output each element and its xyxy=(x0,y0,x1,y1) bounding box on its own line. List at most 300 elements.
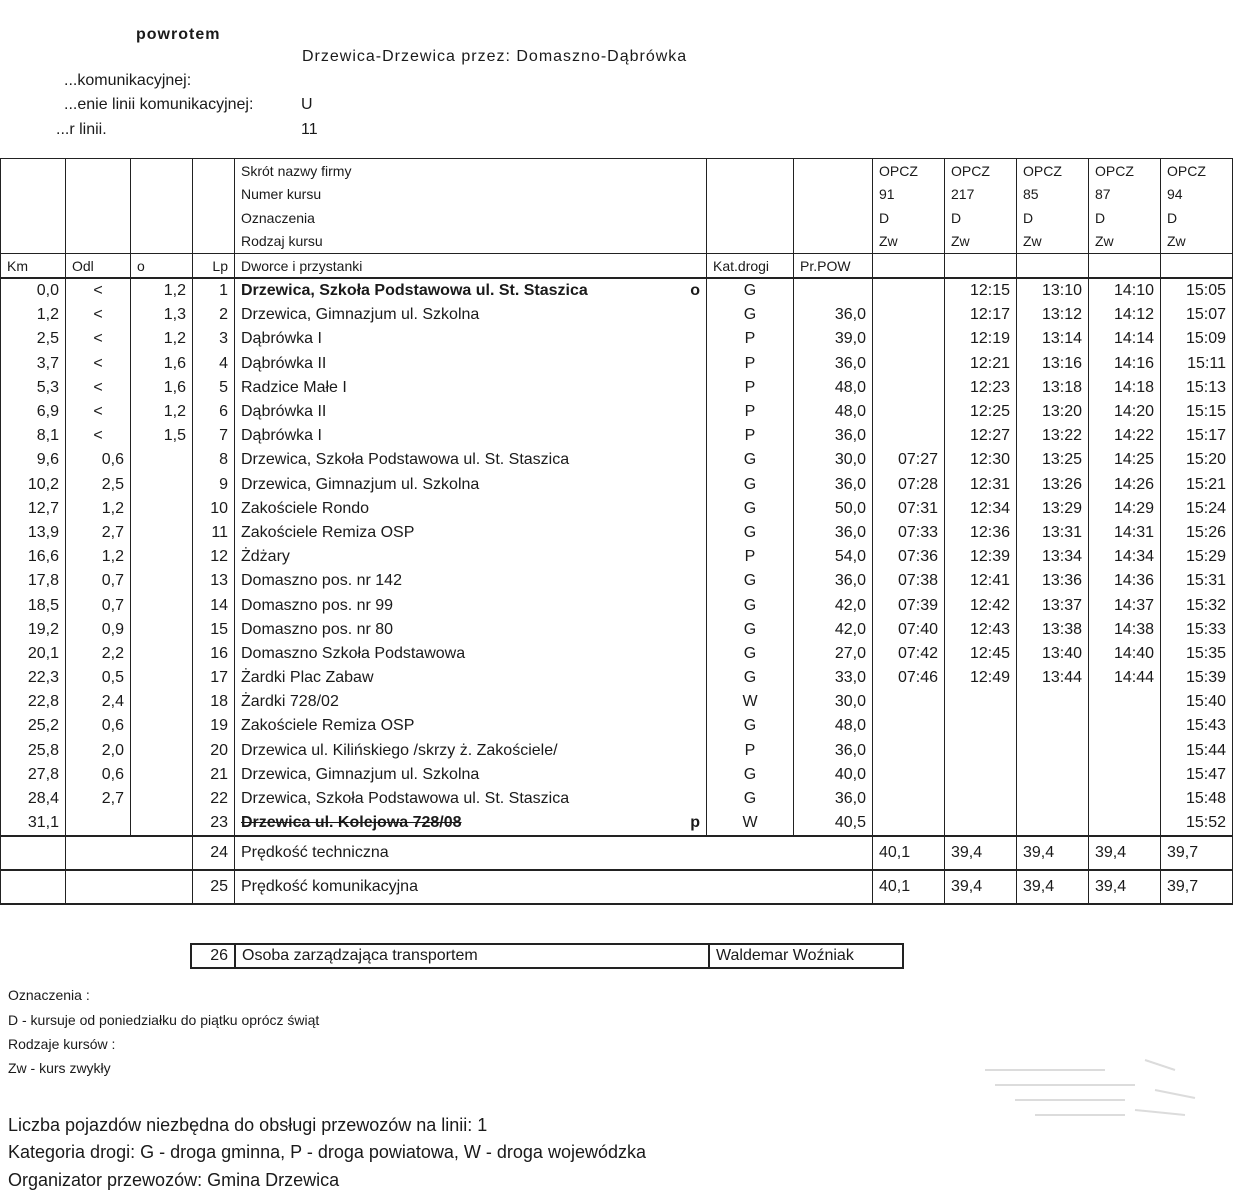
stop-row xyxy=(1,763,1233,787)
stop-name-cell xyxy=(235,714,707,738)
departure-time xyxy=(1017,811,1089,836)
summary-value: 39,7 xyxy=(1161,836,1233,870)
departure-time: 15:52 xyxy=(1161,811,1233,836)
empty-cell xyxy=(707,183,794,207)
empty-cell xyxy=(193,206,235,230)
road-category-cell: P xyxy=(707,376,794,400)
departure-time: 12:17 xyxy=(945,303,1017,327)
departure-time: 14:44 xyxy=(1089,666,1161,690)
o-cell xyxy=(131,448,193,472)
summary-row xyxy=(1,870,1233,904)
speed-cell: 36,0 xyxy=(794,569,873,593)
stop-name: Dąbrówka II xyxy=(241,354,327,372)
distance-cell: < xyxy=(66,376,131,400)
stop-name: Domaszno pos. nr 80 xyxy=(241,620,394,638)
summary-value: 39,4 xyxy=(1089,836,1161,870)
departure-time xyxy=(873,278,945,303)
distance-cell: 0,9 xyxy=(66,618,131,642)
stop-row xyxy=(1,593,1233,617)
departure-time xyxy=(1017,714,1089,738)
empty-cell xyxy=(1161,254,1233,279)
departure-time xyxy=(945,739,1017,763)
departure-time: 12:15 xyxy=(945,278,1017,303)
road-category-cell: W xyxy=(707,690,794,714)
stop-name-cell xyxy=(235,448,707,472)
course-firm: OPCZ xyxy=(1017,159,1089,183)
stop-name: Domaszno Szkoła Podstawowa xyxy=(241,644,466,662)
distance-cell: 1,2 xyxy=(66,497,131,521)
course-meta-row xyxy=(1,159,1233,183)
departure-time: 15:44 xyxy=(1161,739,1233,763)
stop-row xyxy=(1,787,1233,811)
empty-cell xyxy=(1,870,66,904)
faded-stamp xyxy=(975,1040,1225,1130)
km-cell: 0,0 xyxy=(1,278,66,303)
departure-time: 14:22 xyxy=(1089,424,1161,448)
km-cell: 28,4 xyxy=(1,787,66,811)
empty-cell xyxy=(66,836,193,870)
departure-time: 07:33 xyxy=(873,521,945,545)
road-category-cell: G xyxy=(707,448,794,472)
o-cell: 1,3 xyxy=(131,303,193,327)
road-category-cell: P xyxy=(707,545,794,569)
departure-time xyxy=(1089,763,1161,787)
km-cell: 3,7 xyxy=(1,352,66,376)
stop-name-cell xyxy=(235,642,707,666)
km-cell: 20,1 xyxy=(1,642,66,666)
departure-time: 15:35 xyxy=(1161,642,1233,666)
departure-time: 07:28 xyxy=(873,473,945,497)
course-mark: D xyxy=(1089,206,1161,230)
departure-time: 15:31 xyxy=(1161,569,1233,593)
lp-cell: 10 xyxy=(193,497,235,521)
departure-time: 07:36 xyxy=(873,545,945,569)
km-cell: 31,1 xyxy=(1,811,66,836)
column-header-km: Km xyxy=(1,254,66,279)
speed-cell: 36,0 xyxy=(794,521,873,545)
departure-time xyxy=(873,303,945,327)
stop-row xyxy=(1,352,1233,376)
meta-label: Oznaczenia xyxy=(235,206,707,230)
departure-time: 14:18 xyxy=(1089,376,1161,400)
empty-cell xyxy=(193,183,235,207)
departure-time: 13:10 xyxy=(1017,278,1089,303)
distance-cell: 0,7 xyxy=(66,593,131,617)
road-category-cell: G xyxy=(707,642,794,666)
departure-time: 13:34 xyxy=(1017,545,1089,569)
o-cell xyxy=(131,690,193,714)
stop-row xyxy=(1,569,1233,593)
summary-value: 39,4 xyxy=(1017,870,1089,904)
o-cell xyxy=(131,497,193,521)
km-cell: 22,3 xyxy=(1,666,66,690)
departure-time: 12:25 xyxy=(945,400,1017,424)
course-number: 87 xyxy=(1089,183,1161,207)
lp-cell: 2 xyxy=(193,303,235,327)
empty-cell xyxy=(707,230,794,254)
departure-time: 14:16 xyxy=(1089,352,1161,376)
departure-time: 12:43 xyxy=(945,618,1017,642)
departure-time: 15:47 xyxy=(1161,763,1233,787)
line-label-2: ...enie linii komunikacyjnej: xyxy=(64,96,254,113)
departure-time: 15:17 xyxy=(1161,424,1233,448)
road-category-cell: G xyxy=(707,787,794,811)
distance-cell: 2,7 xyxy=(66,521,131,545)
distance-cell: 0,7 xyxy=(66,569,131,593)
departure-time: 12:23 xyxy=(945,376,1017,400)
departure-time: 13:31 xyxy=(1017,521,1089,545)
lp-cell: 12 xyxy=(193,545,235,569)
course-number: 91 xyxy=(873,183,945,207)
empty-cell xyxy=(873,254,945,279)
course-meta-row xyxy=(1,206,1233,230)
departure-time: 07:40 xyxy=(873,618,945,642)
stop-row xyxy=(1,690,1233,714)
departure-time xyxy=(1089,690,1161,714)
departure-time: 12:31 xyxy=(945,473,1017,497)
road-category-cell: G xyxy=(707,303,794,327)
summary-value: 39,7 xyxy=(1161,870,1233,904)
summary-value: 40,1 xyxy=(873,836,945,870)
departure-time: 13:29 xyxy=(1017,497,1089,521)
meta-label: Skrót nazwy firmy xyxy=(235,159,707,183)
departure-time: 12:42 xyxy=(945,593,1017,617)
departure-time: 15:29 xyxy=(1161,545,1233,569)
empty-cell xyxy=(707,159,794,183)
departure-time xyxy=(873,787,945,811)
road-category-cell: G xyxy=(707,521,794,545)
departure-time: 13:26 xyxy=(1017,473,1089,497)
stop-name-cell xyxy=(235,400,707,424)
o-cell: 1,6 xyxy=(131,376,193,400)
departure-time xyxy=(1089,811,1161,836)
road-category-cell: P xyxy=(707,424,794,448)
lp-cell: 18 xyxy=(193,690,235,714)
distance-cell xyxy=(66,811,131,836)
departure-time xyxy=(873,376,945,400)
stop-row xyxy=(1,473,1233,497)
speed-cell: 36,0 xyxy=(794,787,873,811)
column-header-row xyxy=(1,254,1233,279)
departure-time: 15:15 xyxy=(1161,400,1233,424)
course-kind: Zw xyxy=(1089,230,1161,254)
stop-row xyxy=(1,400,1233,424)
empty-cell xyxy=(1,230,66,254)
departure-time: 15:32 xyxy=(1161,593,1233,617)
column-header-pow: Pr.POW xyxy=(794,254,873,279)
speed-cell: 50,0 xyxy=(794,497,873,521)
km-cell: 13,9 xyxy=(1,521,66,545)
summary-label: Prędkość techniczna xyxy=(235,836,873,870)
lp-cell: 7 xyxy=(193,424,235,448)
departure-time xyxy=(873,739,945,763)
departure-time xyxy=(945,811,1017,836)
o-cell: 1,2 xyxy=(131,278,193,303)
stop-name-cell xyxy=(235,811,707,836)
lp-cell: 3 xyxy=(193,327,235,351)
o-cell xyxy=(131,714,193,738)
lp-cell: 4 xyxy=(193,352,235,376)
stop-name: Dąbrówka I xyxy=(241,330,322,348)
line-value-3: 11 xyxy=(301,121,318,138)
km-cell: 27,8 xyxy=(1,763,66,787)
summary-value: 39,4 xyxy=(945,836,1017,870)
road-category-cell: G xyxy=(707,714,794,738)
stop-row xyxy=(1,448,1233,472)
stop-name-cell xyxy=(235,497,707,521)
lp-cell: 17 xyxy=(193,666,235,690)
stop-name-cell xyxy=(235,787,707,811)
road-category-cell: G xyxy=(707,618,794,642)
stop-row xyxy=(1,376,1233,400)
summary-label: Prędkość komunikacyjna xyxy=(235,870,873,904)
speed-cell: 27,0 xyxy=(794,642,873,666)
speed-cell: 40,0 xyxy=(794,763,873,787)
stop-name: Zakościele Remiza OSP xyxy=(241,523,415,541)
road-category-cell: G xyxy=(707,666,794,690)
stop-name: Radzice Małe I xyxy=(241,378,347,396)
distance-cell: < xyxy=(66,278,131,303)
stop-name-cell xyxy=(235,545,707,569)
distance-cell: < xyxy=(66,303,131,327)
stop-name-cell xyxy=(235,352,707,376)
km-cell: 9,6 xyxy=(1,448,66,472)
empty-cell xyxy=(1,159,66,183)
departure-time xyxy=(873,327,945,351)
stop-name: Zakościele Remiza OSP xyxy=(241,717,415,735)
empty-cell xyxy=(131,206,193,230)
course-kind: Zw xyxy=(873,230,945,254)
o-cell xyxy=(131,763,193,787)
empty-cell xyxy=(945,254,1017,279)
departure-time: 07:39 xyxy=(873,593,945,617)
road-category-cell: G xyxy=(707,473,794,497)
departure-time: 07:31 xyxy=(873,497,945,521)
empty-cell xyxy=(66,230,131,254)
departure-time: 15:40 xyxy=(1161,690,1233,714)
empty-cell xyxy=(131,183,193,207)
distance-cell: 1,2 xyxy=(66,545,131,569)
stop-flag: o xyxy=(690,282,700,300)
departure-time: 12:27 xyxy=(945,424,1017,448)
empty-cell xyxy=(1017,254,1089,279)
o-cell xyxy=(131,811,193,836)
stop-row xyxy=(1,666,1233,690)
lp-cell: 14 xyxy=(193,593,235,617)
speed-cell: 36,0 xyxy=(794,739,873,763)
stop-row xyxy=(1,739,1233,763)
stop-row xyxy=(1,327,1233,351)
departure-time: 12:36 xyxy=(945,521,1017,545)
stop-row xyxy=(1,521,1233,545)
summary-value: 39,4 xyxy=(1089,870,1161,904)
stop-name: Drzewica, Gimnazjum ul. Szkolna xyxy=(241,765,480,783)
o-cell xyxy=(131,569,193,593)
departure-time: 13:37 xyxy=(1017,593,1089,617)
o-cell xyxy=(131,473,193,497)
departure-time: 14:37 xyxy=(1089,593,1161,617)
departure-time: 14:31 xyxy=(1089,521,1161,545)
departure-time: 12:39 xyxy=(945,545,1017,569)
departure-time: 15:07 xyxy=(1161,303,1233,327)
departure-time: 15:05 xyxy=(1161,278,1233,303)
column-header-lp: Lp xyxy=(193,254,235,279)
stop-name: Drzewica, Szkoła Podstawowa ul. St. Staszica xyxy=(241,451,570,469)
o-cell xyxy=(131,545,193,569)
course-meta-row xyxy=(1,183,1233,207)
stop-name-cell xyxy=(235,278,707,303)
departure-time: 12:49 xyxy=(945,666,1017,690)
stop-name: Drzewica ul. Kolejowa 728/08 xyxy=(241,814,462,832)
departure-time: 07:42 xyxy=(873,642,945,666)
stop-name: Żardki Plac Zabaw xyxy=(241,669,374,687)
course-mark: D xyxy=(1161,206,1233,230)
stop-name: Drzewica, Gimnazjum ul. Szkolna xyxy=(241,306,480,324)
course-firm: OPCZ xyxy=(873,159,945,183)
departure-time: 13:12 xyxy=(1017,303,1089,327)
empty-cell xyxy=(794,230,873,254)
departure-time: 13:20 xyxy=(1017,400,1089,424)
departure-time xyxy=(873,690,945,714)
route-title: Drzewica-Drzewica przez: Domaszno-Dąbrówka xyxy=(302,48,688,65)
footer-road-category: Kategoria drogi: G - droga gminna, P - droga powiatowa, W - droga wojewódzka xyxy=(8,1142,646,1162)
o-cell xyxy=(131,666,193,690)
line-value-2: U xyxy=(301,96,313,113)
road-category-cell: G xyxy=(707,593,794,617)
summary-row xyxy=(1,836,1233,870)
km-cell: 1,2 xyxy=(1,303,66,327)
course-kind: Zw xyxy=(1161,230,1233,254)
line-label-1: ...komunikacyjnej: xyxy=(64,72,192,89)
distance-cell: < xyxy=(66,352,131,376)
speed-cell: 36,0 xyxy=(794,303,873,327)
departure-time: 12:21 xyxy=(945,352,1017,376)
stop-name: Drzewica, Szkoła Podstawowa ul. St. Staszica xyxy=(241,282,588,300)
speed-cell: 48,0 xyxy=(794,400,873,424)
lp-cell: 11 xyxy=(193,521,235,545)
departure-time xyxy=(873,763,945,787)
departure-time xyxy=(1089,787,1161,811)
stop-name-cell xyxy=(235,376,707,400)
departure-time: 14:26 xyxy=(1089,473,1161,497)
speed-cell: 42,0 xyxy=(794,618,873,642)
road-category-cell: P xyxy=(707,400,794,424)
departure-time: 14:25 xyxy=(1089,448,1161,472)
stop-name-cell xyxy=(235,424,707,448)
departure-time: 13:38 xyxy=(1017,618,1089,642)
road-category-cell: P xyxy=(707,739,794,763)
departure-time: 14:40 xyxy=(1089,642,1161,666)
speed-cell: 48,0 xyxy=(794,714,873,738)
departure-time: 15:21 xyxy=(1161,473,1233,497)
course-meta-row xyxy=(1,230,1233,254)
departure-time: 13:44 xyxy=(1017,666,1089,690)
stop-row xyxy=(1,497,1233,521)
legend-marks-title: Oznaczenia : xyxy=(8,987,90,1003)
o-cell xyxy=(131,593,193,617)
lp-cell: 6 xyxy=(193,400,235,424)
distance-cell: 0,6 xyxy=(66,448,131,472)
column-header-stops: Dworce i przystanki xyxy=(235,254,707,279)
stop-name: Drzewica ul. Kilińskiego /skrzy ż. Zakościele/ xyxy=(241,741,558,759)
km-cell: 5,3 xyxy=(1,376,66,400)
stop-name-cell xyxy=(235,473,707,497)
empty-cell xyxy=(193,230,235,254)
stop-name-cell xyxy=(235,303,707,327)
departure-time xyxy=(873,714,945,738)
speed-cell: 36,0 xyxy=(794,424,873,448)
course-number: 94 xyxy=(1161,183,1233,207)
course-firm: OPCZ xyxy=(1089,159,1161,183)
stop-flag: p xyxy=(690,814,700,832)
departure-time: 07:38 xyxy=(873,569,945,593)
course-mark: D xyxy=(873,206,945,230)
transport-manager-table xyxy=(190,943,904,969)
road-category-cell: G xyxy=(707,569,794,593)
departure-time: 14:20 xyxy=(1089,400,1161,424)
km-cell: 17,8 xyxy=(1,569,66,593)
empty-cell xyxy=(66,206,131,230)
o-cell: 1,2 xyxy=(131,400,193,424)
road-category-cell: G xyxy=(707,497,794,521)
course-firm: OPCZ xyxy=(945,159,1017,183)
stop-row xyxy=(1,642,1233,666)
departure-time: 13:40 xyxy=(1017,642,1089,666)
departure-time: 12:45 xyxy=(945,642,1017,666)
speed-cell: 40,5 xyxy=(794,811,873,836)
departure-time: 15:11 xyxy=(1161,352,1233,376)
departure-time: 15:20 xyxy=(1161,448,1233,472)
manager-name: Waldemar Woźniak xyxy=(709,944,903,968)
departure-time xyxy=(1017,763,1089,787)
departure-time: 15:39 xyxy=(1161,666,1233,690)
stop-name-cell xyxy=(235,521,707,545)
km-cell: 2,5 xyxy=(1,327,66,351)
departure-time xyxy=(945,714,1017,738)
distance-cell: 0,6 xyxy=(66,714,131,738)
legend-kinds-title: Rodzaje kursów : xyxy=(8,1036,116,1052)
departure-time: 13:14 xyxy=(1017,327,1089,351)
distance-cell: < xyxy=(66,327,131,351)
empty-cell xyxy=(66,870,193,904)
stop-name: Żdżary xyxy=(241,548,290,566)
stop-row xyxy=(1,278,1233,303)
timetable xyxy=(0,158,1233,905)
stop-row xyxy=(1,424,1233,448)
departure-time xyxy=(873,424,945,448)
departure-time: 15:43 xyxy=(1161,714,1233,738)
departure-time: 13:22 xyxy=(1017,424,1089,448)
stop-name-cell xyxy=(235,763,707,787)
course-firm: OPCZ xyxy=(1161,159,1233,183)
departure-time: 12:30 xyxy=(945,448,1017,472)
km-cell: 25,2 xyxy=(1,714,66,738)
o-cell xyxy=(131,739,193,763)
empty-cell xyxy=(1,206,66,230)
footer-organizer: Organizator przewozów: Gmina Drzewica xyxy=(8,1170,340,1190)
departure-time: 14:14 xyxy=(1089,327,1161,351)
distance-cell: 2,2 xyxy=(66,642,131,666)
speed-cell xyxy=(794,278,873,303)
stop-row xyxy=(1,303,1233,327)
stop-name: Zakościele Rondo xyxy=(241,499,370,517)
speed-cell: 48,0 xyxy=(794,376,873,400)
departure-time xyxy=(945,763,1017,787)
summary-value: 40,1 xyxy=(873,870,945,904)
departure-time xyxy=(1017,690,1089,714)
lp-cell: 24 xyxy=(193,836,235,870)
stop-name-cell xyxy=(235,593,707,617)
